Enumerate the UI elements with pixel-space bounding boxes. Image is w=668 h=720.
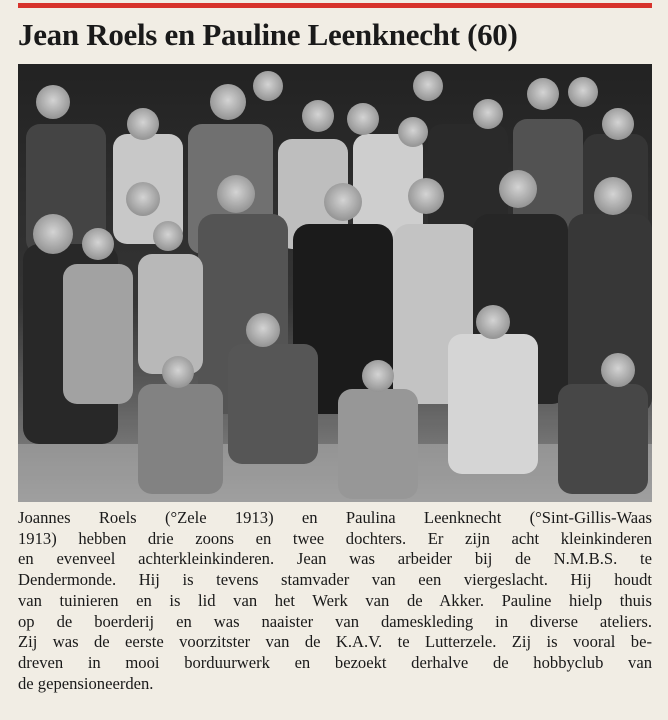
body-line: en evenveel achterkleinkinderen. Jean was arbeider bij de N.M.B.S. te [18, 549, 652, 569]
body-line: Zij was de eerste voorzitster van de K.A.V. te Lutterzele. Zij is vooral be- [18, 632, 652, 652]
article-headline: Jean Roels en Pauline Leenknecht (60) [18, 17, 518, 52]
body-line: van tuinieren en is lid van het Werk van de Akker. Pauline hielp thuis [18, 590, 652, 610]
article-body [18, 508, 652, 694]
red-header-rule [18, 3, 652, 8]
body-line: 1913) hebben drie zoons en twee dochters. Er zijn acht kleinkinderen [18, 528, 652, 548]
body-line: de gepensioneerden. [18, 673, 154, 693]
body-line: op de boerderij en was naaister van dameskleding in diverse ateliers. [18, 611, 652, 631]
body-line: dreven in mooi borduurwerk en bezoekt derhalve de hobbyclub van [18, 652, 652, 672]
body-line: Joannes Roels (°Zele 1913) en Paulina Leenknecht (°Sint-Gillis-Waas [18, 508, 652, 527]
family-group-photo [18, 64, 652, 502]
body-line: Dendermonde. Hij is tevens stamvader van een viergeslacht. Hij houdt [18, 570, 652, 590]
